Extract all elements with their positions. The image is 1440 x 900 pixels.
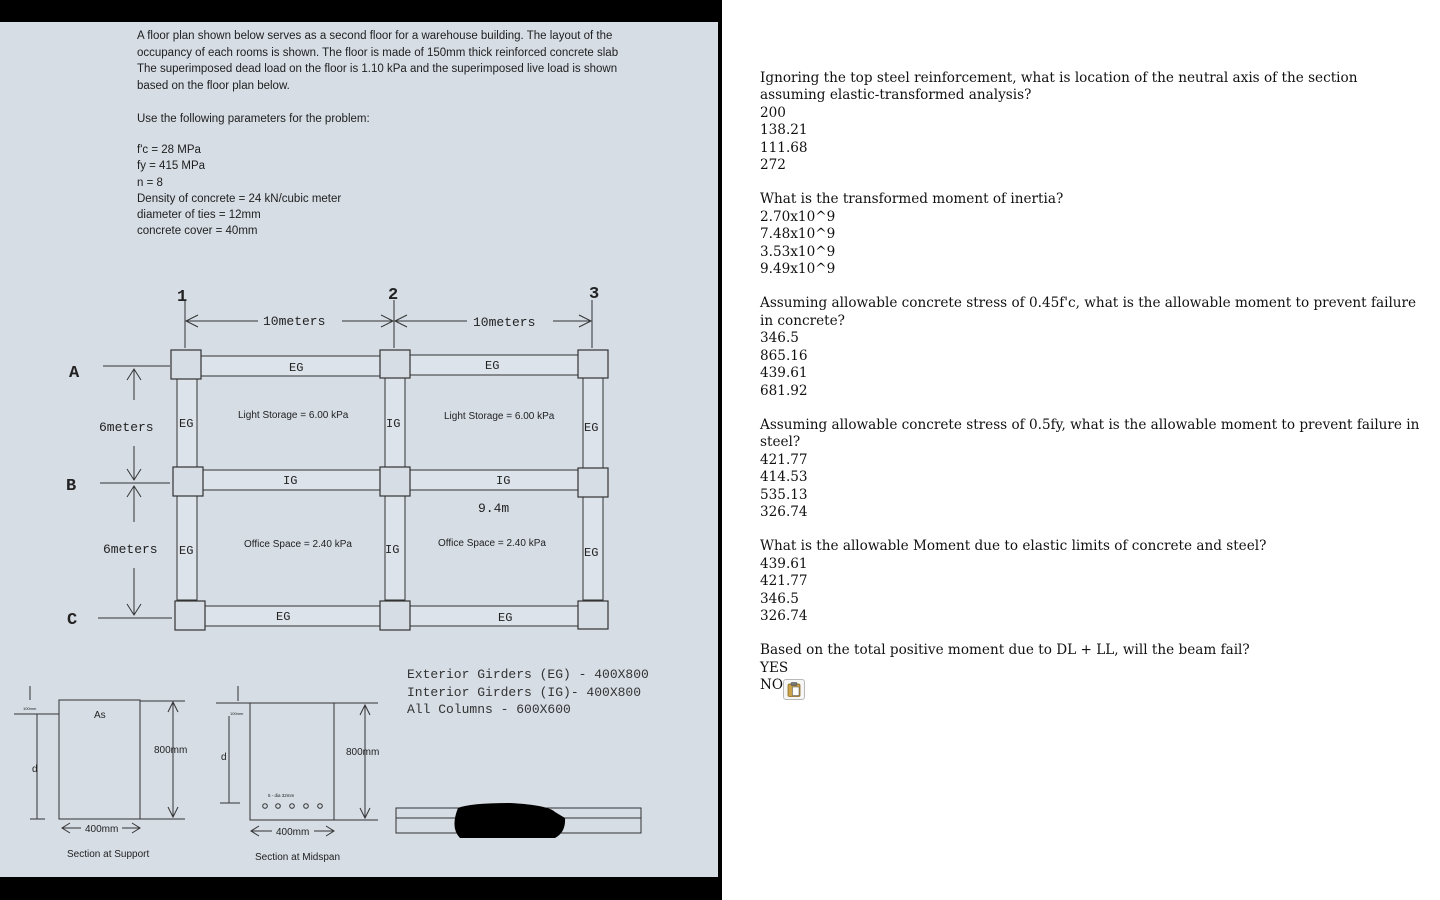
grid-letter-c: C [67, 611, 78, 630]
girder-label: EG [289, 361, 304, 375]
girder-label: EG [276, 610, 291, 624]
girder-b-right [409, 470, 578, 490]
answer-option[interactable]: 346.5 [760, 590, 799, 607]
support-depth-label: 800mm [154, 745, 188, 756]
room-load: Light Storage = 6.00 kPa [238, 410, 349, 421]
girder-label: IG [496, 474, 511, 488]
grid-letter-a: A [69, 364, 80, 383]
param-ties: diameter of ties = 12mm [137, 209, 261, 222]
answer-option[interactable]: 421.77 [760, 451, 808, 468]
as-label: As [94, 710, 106, 721]
room-load: Office Space = 2.40 kPa [244, 539, 352, 550]
room-load: Light Storage = 6.00 kPa [444, 411, 555, 422]
girder-label: IG [386, 417, 401, 431]
midspan-section-outline [250, 703, 334, 820]
param-n: n = 8 [137, 176, 163, 189]
answer-option[interactable]: 111.68 [760, 139, 808, 156]
question-4 [760, 417, 1420, 521]
answer-option[interactable]: 681.92 [760, 382, 808, 399]
answer-option[interactable]: 326.74 [760, 607, 808, 624]
legend-columns: All Columns - 600X600 [407, 702, 571, 717]
girder-label: IG [283, 474, 298, 488]
bay-label: 6meters [99, 420, 154, 435]
column-c2 [380, 601, 410, 630]
column-b2 [380, 467, 410, 496]
column-c1 [175, 601, 205, 630]
section-support [14, 686, 188, 833]
answer-option[interactable]: 7.48x10^9 [760, 226, 836, 243]
section-midspan [216, 686, 378, 836]
question-6 [760, 642, 1420, 694]
girder-c-right [409, 606, 578, 626]
rebar-dot [276, 804, 281, 809]
question-text: Based on the total positive moment due to DL + LL, will the beam fail? [760, 642, 1250, 659]
answer-option[interactable]: 346.5 [760, 330, 799, 347]
legend-interior: Interior Girders (IG)- 400X800 [407, 685, 642, 700]
param-density: Density of concrete = 24 kN/cubic meter [137, 192, 342, 205]
midspan-caption: Section at Midspan [255, 852, 341, 863]
legend-exterior: Exterior Girders (EG) - 400X800 [407, 667, 649, 682]
intro-line: Use the following parameters for the problem: [137, 112, 370, 125]
midspan-bars-label: 5 - dia 32mm [268, 793, 295, 798]
girder-label: IG [385, 543, 400, 557]
column-a1 [171, 350, 201, 379]
rebar-dot [318, 804, 323, 809]
column-b3 [578, 468, 608, 497]
answer-option[interactable]: 3.53x10^9 [760, 243, 836, 260]
question-text: Ignoring the top steel reinforcement, what is location of the neutral axis of the section assuming elastic-transformed analysis? [760, 70, 1358, 104]
answer-option[interactable]: YES [760, 659, 789, 676]
midspan-cover-label: 100mm [230, 711, 244, 716]
span-note: 9.4m [478, 501, 510, 516]
midspan-d-label: d [221, 752, 227, 763]
column-a2 [380, 350, 410, 378]
param-fc: f'c = 28 MPa [137, 144, 201, 156]
support-width-label: 400mm [85, 824, 119, 835]
beam-elevation [396, 803, 641, 838]
grid-letter-b: B [66, 477, 77, 496]
answer-option[interactable]: 421.77 [760, 573, 808, 590]
grid-number-1: 1 [177, 288, 188, 307]
grid-number-3: 3 [589, 285, 600, 304]
answer-option[interactable]: 2.70x10^9 [760, 208, 836, 225]
question-text: Assuming allowable concrete stress of 0.45f'c, what is the allowable moment to prevent failure in concrete? [760, 295, 1417, 329]
question-2 [760, 191, 1420, 278]
span-label: 10meters [263, 314, 326, 329]
room-load: Office Space = 2.40 kPa [438, 538, 546, 549]
girder-label: EG [179, 544, 194, 558]
span-label: 10meters [473, 315, 536, 330]
rebar-dot [263, 804, 268, 809]
column-c3 [578, 601, 608, 629]
bay-label: 6meters [103, 542, 158, 557]
girder-label: EG [584, 546, 599, 560]
midspan-depth-label: 800mm [346, 747, 380, 758]
floor-plan-drawing [0, 22, 718, 877]
answer-option[interactable]: 138.21 [760, 122, 808, 139]
girder-label: EG [498, 611, 513, 625]
girder-label: EG [179, 417, 194, 431]
girder-c-left [204, 606, 380, 626]
intro-line: occupancy of each rooms is shown. The floor is made of 150mm thick reinforced concrete slab [137, 46, 619, 59]
paste-options-button[interactable] [783, 679, 805, 700]
girder-label: EG [584, 421, 599, 435]
intro-line: based on the floor plan below. [137, 79, 290, 92]
answer-option[interactable]: 326.74 [760, 503, 808, 520]
answer-option[interactable]: 200 [760, 104, 786, 121]
answer-option[interactable]: 272 [760, 157, 786, 174]
grid-number-2: 2 [388, 286, 399, 305]
rebar-dot [304, 804, 309, 809]
support-cover-label: 100mm [23, 706, 37, 711]
answer-option[interactable]: 865.16 [760, 347, 808, 364]
intro-line: A floor plan shown below serves as a second floor for a warehouse building. The layout of the [137, 30, 613, 42]
answer-option[interactable]: 439.61 [760, 555, 808, 572]
question-text: Assuming allowable concrete stress of 0.5fy, what is the allowable moment to prevent failure in steel? [760, 416, 1420, 451]
answer-option[interactable]: 9.49x10^9 [760, 261, 836, 278]
answer-option[interactable]: 535.13 [760, 486, 808, 503]
intro-line: The superimposed dead load on the floor is 1.10 kPa and the superimposed live load is shown [137, 63, 618, 75]
answer-option[interactable]: 414.53 [760, 469, 808, 486]
question-list [760, 70, 1420, 712]
question-3 [760, 295, 1420, 399]
support-d-label: d [32, 764, 38, 775]
param-fy: fy = 415 MPa [137, 160, 206, 173]
girder-label: EG [485, 359, 500, 373]
support-caption: Section at Support [67, 849, 150, 860]
midspan-width-label: 400mm [276, 827, 310, 838]
column-a3 [578, 350, 608, 378]
column-b1 [173, 467, 203, 496]
answer-option[interactable]: NO [760, 677, 784, 694]
question-text: What is the transformed moment of inertia? [760, 191, 1064, 208]
question-5 [760, 538, 1420, 625]
question-text: What is the allowable Moment due to elastic limits of concrete and steel? [760, 538, 1267, 555]
rebar-dot [290, 804, 295, 809]
question-1 [760, 70, 1420, 174]
answer-option[interactable]: 439.61 [760, 365, 808, 382]
clipboard-icon [787, 682, 801, 697]
param-cover: concrete cover = 40mm [137, 225, 258, 238]
